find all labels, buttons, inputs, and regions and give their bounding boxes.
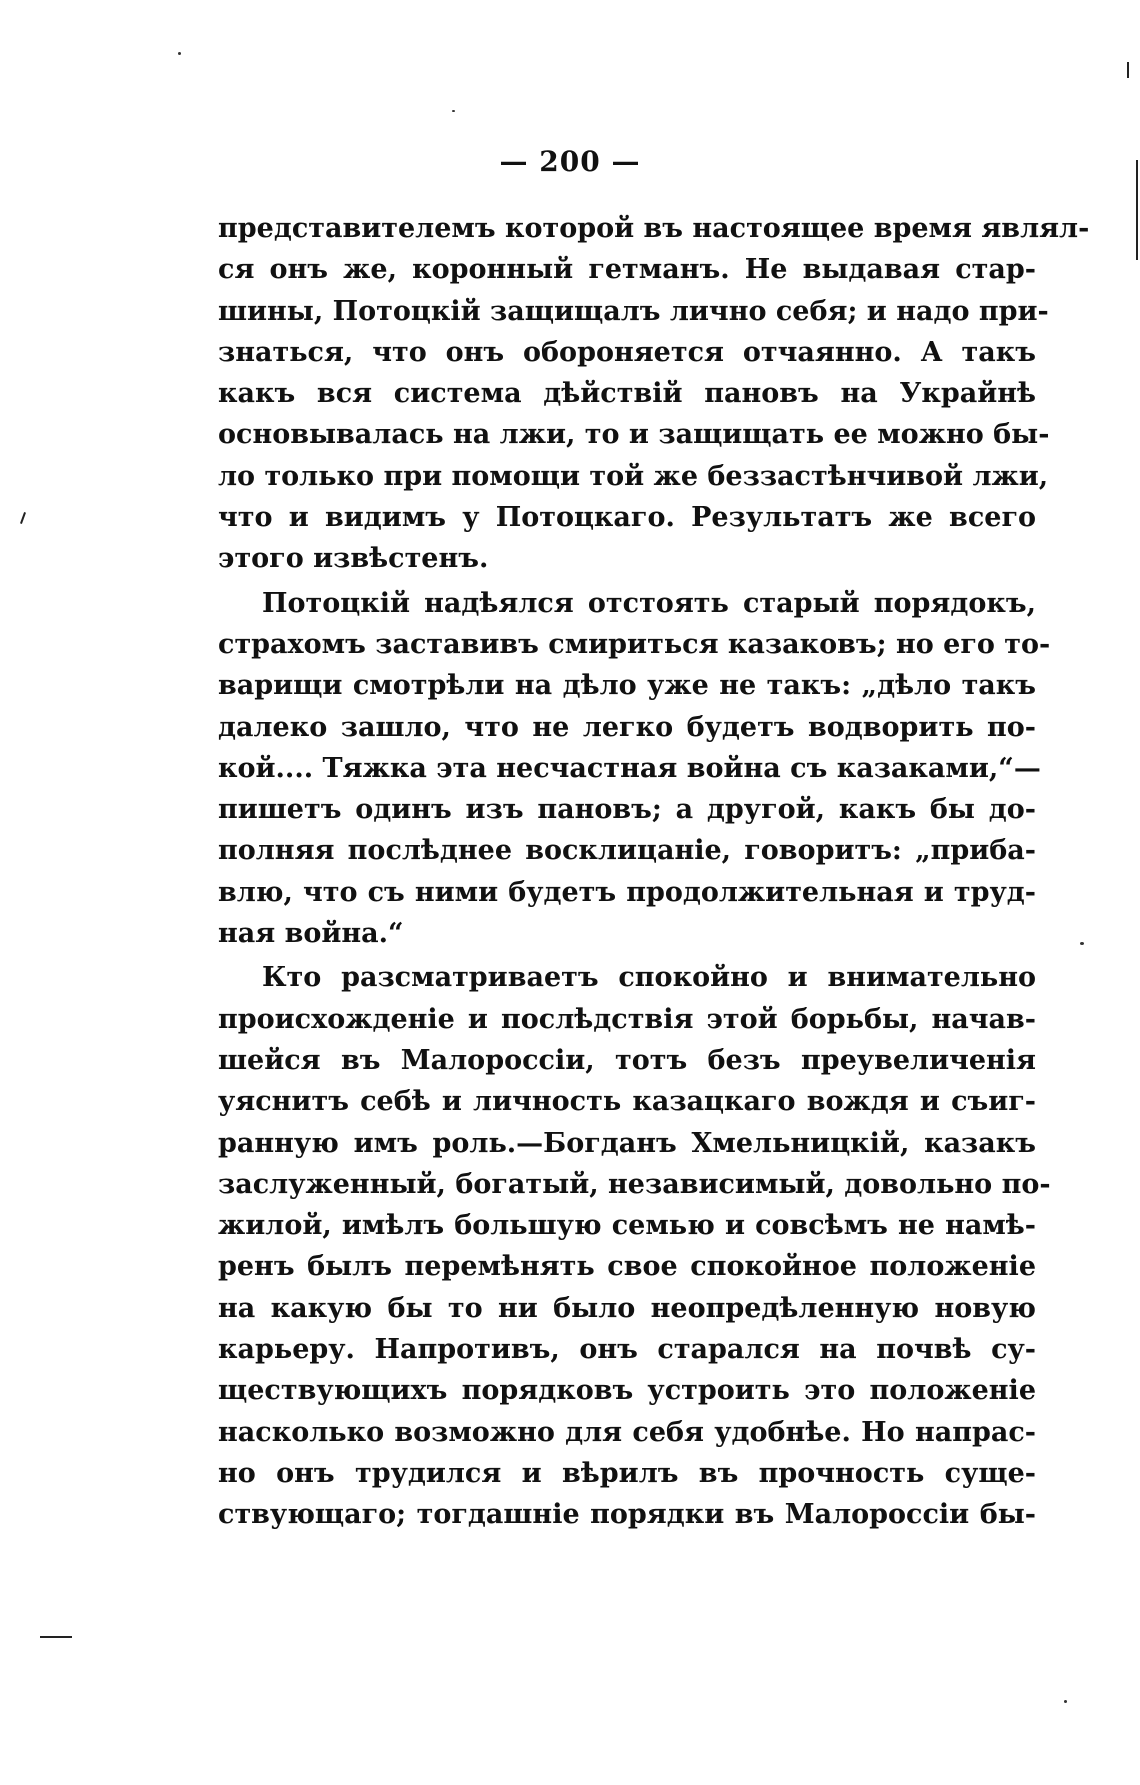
paragraph-3: [218, 957, 1051, 1535]
text-line: ранную имъ роль.—Богданъ Хмельницкій, казакъ: [218, 1127, 1036, 1159]
text-line: Потоцкій надѣялся отстоять старый порядокъ,: [262, 587, 1036, 619]
text-line: влю, что съ ними будетъ продолжительная и труд-: [218, 876, 1036, 908]
text-line: но онъ трудился и вѣрилъ въ прочность суще-: [218, 1457, 1036, 1489]
text-line: жилой, имѣлъ большую семью и совсѣмъ не намѣ-: [218, 1210, 1036, 1242]
text-line: шейся въ Малороссіи, тотъ безъ преувеличенія: [218, 1044, 1036, 1076]
text-line: происхожденіе и послѣдствія этой борьбы, начав-: [218, 1003, 1036, 1035]
text-line: далеко зашло, что не легко будетъ водворить по-: [218, 711, 1036, 743]
text-line: знаться, что онъ обороняется отчаянно. А такъ: [218, 336, 1036, 368]
text-line: заслуженный, богатый, независимый, довольно по-: [218, 1168, 1051, 1200]
scan-speck: [452, 110, 455, 112]
page-number: — 200 —: [499, 145, 641, 178]
body-text: [218, 208, 1090, 1536]
scan-mark: [20, 512, 26, 524]
text-line: ло только при помощи той же беззастѣнчивой лжи,: [218, 460, 1049, 492]
text-line: ствующаго; тогдашніе порядки въ Малороссіи бы-: [218, 1499, 1036, 1531]
text-line: карьеру. Напротивъ, онъ старался на почвѣ су-: [218, 1334, 1036, 1366]
text-line: полняя послѣднее восклицаніе, говоритъ: „приба-: [218, 835, 1036, 867]
scan-speck: [1064, 1700, 1067, 1703]
text-line: этого извѣстенъ.: [218, 543, 489, 575]
text-line: шины, Потоцкій защищалъ лично себя; и надо при-: [218, 295, 1049, 327]
scan-speck: [178, 52, 181, 55]
text-line: пишетъ одинъ изъ пановъ; а другой, какъ бы до-: [218, 794, 1036, 826]
text-line: варищи смотрѣли на дѣло уже не такъ: „дѣло такъ: [218, 670, 1036, 702]
text-line: ся онъ же, коронный гетманъ. Не выдавая стар-: [218, 254, 1036, 286]
scan-mark: [40, 1636, 72, 1638]
scan-mark: [1127, 62, 1129, 78]
scan-mark: [1136, 160, 1138, 260]
text-line: ная война.“: [218, 918, 404, 950]
text-line: уяснитъ себѣ и личность казацкаго вождя и съиг-: [218, 1086, 1036, 1118]
text-line: страхомъ заставивъ смириться казаковъ; но его то-: [218, 628, 1051, 660]
text-line: насколько возможно для себя удобнѣе. Но напрас-: [218, 1416, 1036, 1448]
text-line: что и видимъ у Потоцкаго. Результатъ же всего: [218, 502, 1036, 534]
text-line: основывалась на лжи, то и защищать ее можно бы-: [218, 419, 1050, 451]
text-line: на какую бы то ни было неопредѣленную новую: [218, 1292, 1036, 1324]
text-line: представителемъ которой въ настоящее время являл-: [218, 213, 1090, 244]
scan-speck: [1080, 942, 1084, 945]
text-line: кой.... Тяжка эта несчастная война съ казаками,“—: [218, 752, 1041, 784]
text-line: ренъ былъ перемѣнять свое спокойное положеніе: [218, 1251, 1036, 1283]
text-line: какъ вся система дѣйствій пановъ на Украйнѣ: [218, 378, 1036, 410]
paragraph-1: [218, 208, 1090, 580]
paragraph-2: [218, 583, 1051, 955]
text-line: ществующихъ порядковъ устроить это положеніе: [218, 1375, 1036, 1407]
text-line: Кто разсматриваетъ спокойно и внимательно: [262, 962, 1036, 994]
